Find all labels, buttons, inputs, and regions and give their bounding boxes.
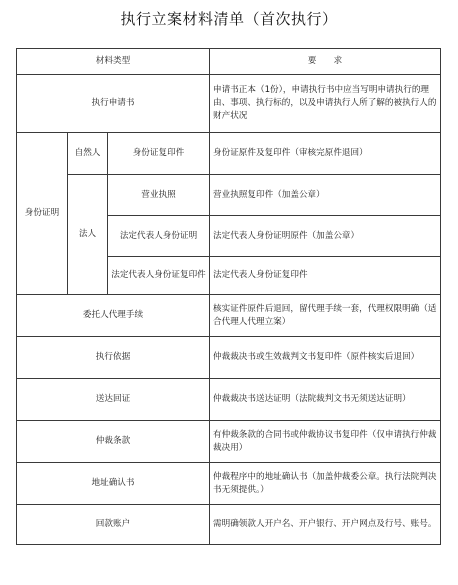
service-requirement: 仲裁裁决书送达证明（法院裁判文书无须送达证明）	[210, 379, 441, 421]
natural-person-requirement: 身份证原件及复印件（审核完原件退回）	[210, 133, 441, 175]
account-requirement: 需明确领款人开户名、开户银行、开户网点及行号、账号。	[210, 505, 441, 545]
table-row	[17, 75, 441, 133]
table-row	[17, 463, 441, 505]
arbitration-requirement: 有仲裁条款的合同书或仲裁协议书复印件（仅申请执行仲裁裁决用）	[210, 421, 441, 463]
application-type: 执行申请书	[17, 75, 210, 133]
application-requirement: 申请书正本（1份），申请执行书中应当写明申请执行的理由、事项、执行标的，以及申请执行人所了解的被执行人的财产状况	[210, 75, 441, 133]
legal-person-label: 法人	[68, 175, 108, 295]
natural-person-label: 自然人	[68, 133, 108, 175]
rep-id-copy-item: 法定代表人身份证复印件	[108, 257, 210, 295]
header-requirement: 要 求	[210, 49, 441, 75]
business-license-item: 营业执照	[108, 175, 210, 216]
table-row	[17, 337, 441, 379]
address-requirement: 仲裁程序中的地址确认书（加盖仲裁委公章。执行法院判决书无须提供。）	[210, 463, 441, 505]
materials-table	[16, 48, 441, 545]
page-title: 执行立案材料清单（首次执行）	[120, 10, 338, 28]
rep-certificate-requirement: 法定代表人身份证明原件（加盖公章）	[210, 216, 441, 257]
business-license-requirement: 营业执照复印件（加盖公章）	[210, 175, 441, 216]
table-header-row	[17, 49, 441, 75]
agent-requirement: 核实证件原件后退回，留代理手续一套，代理权限明确（适合代理人代理立案）	[210, 295, 441, 337]
identity-label: 身份证明	[17, 133, 68, 295]
table-row	[17, 133, 441, 175]
table-row	[17, 379, 441, 421]
table-row	[17, 295, 441, 337]
basis-type: 执行依据	[17, 337, 210, 379]
header-material-type: 材料类型	[17, 49, 210, 75]
account-type: 回款账户	[17, 505, 210, 545]
table-row	[17, 421, 441, 463]
table-row	[17, 505, 441, 545]
address-type: 地址确认书	[17, 463, 210, 505]
rep-certificate-item: 法定代表人身份证明	[108, 216, 210, 257]
table-row	[17, 175, 441, 216]
agent-type: 委托人代理手续	[17, 295, 210, 337]
rep-id-copy-requirement: 法定代表人身份证复印件	[210, 257, 441, 295]
basis-requirement: 仲裁裁决书或生效裁判文书复印件（原件核实后退回）	[210, 337, 441, 379]
arbitration-type: 仲裁条款	[17, 421, 210, 463]
natural-person-item: 身份证复印件	[108, 133, 210, 175]
service-type: 送达回证	[17, 379, 210, 421]
